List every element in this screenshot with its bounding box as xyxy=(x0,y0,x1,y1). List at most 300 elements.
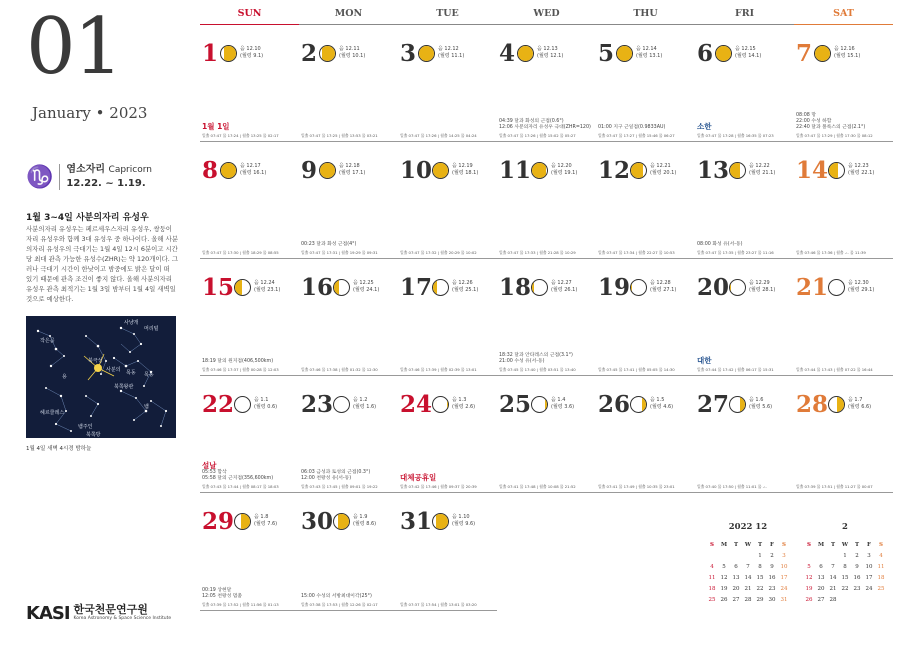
mini-day xyxy=(815,550,827,561)
article-body: 사분의자리 유성우는 페르세우스자리 유성우, 쌍둥이자리 유성우와 함께 3대 유성우 중 하나이다. 올해 사분의자리 유성우의 극대기는 1월 4일 12시 6분이고 시간당 최대 관측 가능한 유성수(ZHR)는 약 120개이다. 그러나 극대기 시간이 한낮이고 밤중에도 밝은 달이 떠 있기 때문에 관측 조건이 좋지 않다. 올해 사분의자리 유성우 관측 최적기는 1월 3일 밤부터 1월 4일 새벽일 것으로 예상한다. xyxy=(26,225,179,303)
weekday-thu: THU xyxy=(596,8,695,25)
sunrise-moonrise-times: 일출 07:43 몰 17:45 | 월출 09:01 몰 19:22 xyxy=(301,484,378,489)
lunar-date-value: 음 12.15 xyxy=(735,46,756,52)
sunrise-moonrise-times: 일출 07:47 몰 17:26 | 월출 14:25 몰 04:24 xyxy=(400,133,477,138)
moon-lit-part xyxy=(518,46,533,61)
kasi-logo xyxy=(26,603,171,624)
moon-phase-icon xyxy=(319,162,336,179)
mini-day: 13 xyxy=(817,574,825,581)
day-number: 8 xyxy=(202,157,219,184)
event-item: 12:06 사분의자리 유성우 극대(ZHR=120) xyxy=(499,125,591,130)
moon-phase-icon xyxy=(432,513,449,530)
mini-day: 31 xyxy=(780,596,788,603)
moon-lit-part xyxy=(815,46,830,61)
weekday-header xyxy=(200,8,893,25)
mini-day: 2 xyxy=(855,552,859,559)
event-list xyxy=(598,125,693,131)
lunar-date-value: 음 1.3 xyxy=(452,397,467,403)
lunar-date xyxy=(452,280,478,294)
mini-day: 25 xyxy=(877,585,885,592)
lunar-date-value: 음 12.12 xyxy=(438,46,459,52)
sunrise-moonrise-times: 일출 07:39 몰 17:51 | 월출 11:27 몰 00:07 xyxy=(796,484,873,489)
label-hound: 사냥개 xyxy=(124,320,139,326)
lunar-date xyxy=(848,163,874,177)
lunar-date xyxy=(848,397,871,411)
lunar-date xyxy=(650,397,673,411)
moon-phase-icon xyxy=(432,396,449,413)
mini-day xyxy=(839,594,851,605)
sunrise-moonrise-times: 일출 07:42 몰 17:46 | 월출 09:37 몰 20:39 xyxy=(400,484,477,489)
moon-phase-icon xyxy=(220,45,237,62)
mini-day: 19 xyxy=(805,585,813,592)
day-cell xyxy=(794,142,893,259)
sunrise-moonrise-times: 일출 07:47 몰 17:33 | 월출 21:28 몰 10:29 xyxy=(499,250,576,255)
day-number: 9 xyxy=(301,157,318,184)
day-number: 31 xyxy=(400,508,433,535)
mini-calendar-next-grid xyxy=(803,539,887,605)
mini-day: 15 xyxy=(756,574,764,581)
day-number: 28 xyxy=(796,391,829,418)
event-item: 00:23 달과 화성 근접(4°) xyxy=(301,242,357,247)
sky-map-svg xyxy=(26,316,176,438)
lunar-date-value: 음 1.4 xyxy=(551,397,566,403)
mini-day xyxy=(803,550,815,561)
moon-lit-part xyxy=(642,397,646,412)
week-row xyxy=(200,259,893,376)
event-item: 01:00 지구 근일점(0.9833AU) xyxy=(598,125,666,130)
mini-day: 5 xyxy=(722,563,726,570)
day-number: 13 xyxy=(697,157,730,184)
sunrise-moonrise-times: 일출 07:46 몰 17:36 | 월출 -:- 몰 11:39 xyxy=(796,250,866,255)
sunrise-moonrise-times: 일출 07:44 몰 17:42 | 월출 06:17 몰 15:31 xyxy=(697,367,774,372)
moon-lit-part xyxy=(338,514,349,529)
moon-age: (월령 27.1) xyxy=(650,287,677,293)
mini-day: 3 xyxy=(867,552,871,559)
moon-lit-part xyxy=(322,46,335,61)
moon-phase-icon xyxy=(630,279,647,296)
weekday-sun: SUN xyxy=(200,8,299,25)
mini-day: 1 xyxy=(758,552,762,559)
event-list xyxy=(301,242,396,248)
sunrise-moonrise-times: 일출 07:47 몰 17:25 | 월출 13:53 몰 03:21 xyxy=(301,133,378,138)
mini-day: 24 xyxy=(865,585,873,592)
day-cell xyxy=(794,25,893,142)
lunar-date xyxy=(339,163,365,177)
weekday-fri: FRI xyxy=(695,8,794,25)
label-bootes-2: 목동 xyxy=(144,372,154,378)
moon-phase-icon xyxy=(814,45,831,62)
moon-phase-icon xyxy=(234,279,251,296)
lunar-date-value: 음 12.27 xyxy=(551,280,572,286)
sunrise-moonrise-times: 일출 07:47 몰 17:27 | 월출 15:46 몰 06:27 xyxy=(598,133,675,138)
lunar-date-value: 음 1.9 xyxy=(353,514,368,520)
day-cell xyxy=(695,25,794,142)
day-cell xyxy=(398,493,497,611)
day-cell xyxy=(695,142,794,259)
mini-day: 21 xyxy=(744,585,752,592)
moon-phase-icon xyxy=(432,162,449,179)
zodiac-name-en: Capricorn xyxy=(108,165,152,175)
mini-day: 23 xyxy=(853,585,861,592)
event-item: 08:08 망 xyxy=(796,113,816,118)
day-number: 14 xyxy=(796,157,829,184)
moon-age: (월령 10.1) xyxy=(339,53,366,59)
mini-day: 28 xyxy=(829,596,837,603)
mini-weekday: T xyxy=(830,541,836,548)
day-cell xyxy=(200,259,299,376)
lunar-date xyxy=(339,46,365,60)
event-item: 06:03 금성과 토성의 근접(0.3°) xyxy=(301,470,371,475)
event-list xyxy=(697,242,792,248)
moon-phase-icon xyxy=(531,162,548,179)
mini-weekday: W xyxy=(744,541,752,548)
mini-weekday: M xyxy=(817,541,825,548)
lunar-date xyxy=(452,514,475,528)
kasi-name-en: Korea Astronomy & Space Science Institute xyxy=(73,615,172,621)
day-cell xyxy=(398,25,497,142)
day-cell xyxy=(398,142,497,259)
week-row xyxy=(200,142,893,259)
mini-weekday: M xyxy=(720,541,728,548)
moon-phase-icon xyxy=(319,45,336,62)
day-number: 6 xyxy=(697,40,714,67)
lunar-date xyxy=(551,280,577,294)
moon-lit-part xyxy=(730,163,740,178)
day-number: 17 xyxy=(400,274,433,301)
moon-phase-icon xyxy=(616,45,633,62)
lunar-date xyxy=(353,514,376,528)
sunrise-moonrise-times: 일출 07:47 몰 17:35 | 월출 23:27 몰 11:16 xyxy=(697,250,774,255)
mini-day: 10 xyxy=(780,563,788,570)
moon-phase-icon xyxy=(828,396,845,413)
moon-age: (월령 28.1) xyxy=(749,287,776,293)
moon-phase-icon xyxy=(729,396,746,413)
sunrise-moonrise-times: 일출 07:46 몰 17:39 | 월출 02:39 몰 13:01 xyxy=(400,367,477,372)
day-number: 10 xyxy=(400,157,433,184)
sky-map-caption: 1월 4일 새벽 4시경 밤하늘 xyxy=(26,446,92,452)
sunrise-moonrise-times: 일출 07:47 몰 17:32 | 월출 20:29 몰 10:02 xyxy=(400,250,477,255)
moon-lit-part xyxy=(837,397,844,412)
moon-age: (월령 14.1) xyxy=(735,53,762,59)
lunar-date xyxy=(254,514,277,528)
moon-lit-part xyxy=(740,397,745,412)
lunar-date-value: 음 12.25 xyxy=(353,280,374,286)
day-number: 3 xyxy=(400,40,417,67)
day-number: 16 xyxy=(301,274,334,301)
lunar-date-value: 음 12.10 xyxy=(240,46,261,52)
day-number: 30 xyxy=(301,508,334,535)
moon-age: (월령 2.6) xyxy=(452,404,476,410)
article-title: 1월 3~4일 사분의자리 유성우 xyxy=(26,213,149,223)
label-little-dipper: 작은곰 xyxy=(40,338,55,344)
moon-lit-part xyxy=(532,280,534,295)
lunar-date-value: 음 12.13 xyxy=(537,46,558,52)
day-number: 15 xyxy=(202,274,235,301)
moon-lit-part xyxy=(532,163,546,178)
mini-day: 20 xyxy=(732,585,740,592)
day-cell xyxy=(695,376,794,493)
zodiac-block xyxy=(26,163,152,191)
day-number: 19 xyxy=(598,274,631,301)
day-cell xyxy=(596,25,695,142)
event-item: 08:00 화성 유(서-동) xyxy=(697,242,743,247)
day-number: 26 xyxy=(598,391,631,418)
moon-lit-part xyxy=(320,163,335,178)
day-cell xyxy=(497,142,596,259)
mini-day: 8 xyxy=(758,563,762,570)
mini-day: 7 xyxy=(746,563,750,570)
day-number: 29 xyxy=(202,508,235,535)
week-row xyxy=(200,376,893,493)
mini-weekday: S xyxy=(807,541,811,548)
label-draco: 용 xyxy=(62,374,67,380)
empty-day-cell xyxy=(596,493,695,611)
moon-age: (월령 19.1) xyxy=(551,170,578,176)
lunar-date xyxy=(636,46,662,60)
mini-day: 5 xyxy=(807,563,811,570)
day-number: 21 xyxy=(796,274,829,301)
moon-lit-part xyxy=(545,397,547,412)
sunrise-moonrise-times: 일출 07:47 몰 17:28 | 월출 16:35 몰 07:23 xyxy=(697,133,774,138)
moon-lit-part xyxy=(433,163,448,178)
moon-phase-icon xyxy=(531,396,548,413)
mini-day: 17 xyxy=(865,574,873,581)
label-quadrans: 사분의 xyxy=(106,367,121,373)
lunar-date xyxy=(551,397,574,411)
moon-phase-icon xyxy=(715,45,732,62)
lunar-date-value: 음 12.16 xyxy=(834,46,855,52)
lunar-date xyxy=(353,280,379,294)
lunar-date-value: 음 12.14 xyxy=(636,46,657,52)
mini-day: 12 xyxy=(805,574,813,581)
day-number: 27 xyxy=(697,391,730,418)
moon-lit-part xyxy=(235,280,242,295)
event-list xyxy=(499,353,594,365)
weekday-tue: TUE xyxy=(398,8,497,25)
mini-day xyxy=(718,550,730,561)
holiday-label: 대한 xyxy=(697,356,712,365)
event-item: 04:39 달과 화성의 근접(0.6°) xyxy=(499,119,564,124)
label-ophiuchus: 뱀주인 xyxy=(78,424,93,430)
moon-age: (월령 7.6) xyxy=(254,521,278,527)
lunar-date-value: 음 12.22 xyxy=(749,163,770,169)
day-cell xyxy=(596,376,695,493)
mini-calendar-prev xyxy=(706,522,790,605)
lunar-date-value: 음 12.18 xyxy=(339,163,360,169)
mini-day: 30 xyxy=(768,596,776,603)
moon-lit-part xyxy=(716,46,731,61)
holiday-label: 대체공휴일 xyxy=(400,473,437,482)
day-cell xyxy=(299,25,398,142)
day-cell xyxy=(497,25,596,142)
event-item: 22:40 달과 폴룩스의 근접(2.1°) xyxy=(796,125,866,130)
lunar-date xyxy=(452,397,475,411)
mini-day: 20 xyxy=(817,585,825,592)
event-item: 18:19 달의 원지점(406,500km) xyxy=(202,359,274,364)
lunar-date-value: 음 12.17 xyxy=(240,163,261,169)
lunar-date-value: 음 12.21 xyxy=(650,163,671,169)
moon-phase-icon xyxy=(333,396,350,413)
mini-weekday: S xyxy=(879,541,883,548)
mini-day: 14 xyxy=(829,574,837,581)
lunar-date xyxy=(834,46,860,60)
moon-age: (월령 21.1) xyxy=(749,170,776,176)
day-number: 11 xyxy=(499,157,532,184)
mini-weekday: T xyxy=(733,541,739,548)
moon-phase-icon xyxy=(234,396,251,413)
mini-day: 4 xyxy=(879,552,883,559)
day-cell xyxy=(200,142,299,259)
lunar-date-value: 음 1.8 xyxy=(254,514,269,520)
lunar-date xyxy=(240,163,266,177)
event-list xyxy=(301,470,396,482)
mini-day: 6 xyxy=(819,563,823,570)
zodiac-name-kr: 염소자리 xyxy=(66,164,106,175)
label-north-room: 북쪽방 xyxy=(86,432,101,438)
day-number: 2 xyxy=(301,40,318,67)
event-item: 18:32 달과 안타레스의 근접(3.1°) xyxy=(499,353,573,358)
label-polaris: 북극성 xyxy=(88,358,103,364)
event-item: 12:05 천왕성 멈춤 xyxy=(202,594,243,599)
moon-lit-part xyxy=(829,163,838,178)
moon-age: (월령 29.1) xyxy=(848,287,875,293)
moon-phase-icon xyxy=(828,162,845,179)
event-item: 15:00 수성의 서방최대이각(25°) xyxy=(301,594,372,599)
moon-phase-icon xyxy=(729,162,746,179)
mini-day xyxy=(706,550,718,561)
event-item: 05:53 합삭 xyxy=(202,470,227,475)
mini-day: 6 xyxy=(734,563,738,570)
lunar-date-value: 음 1.6 xyxy=(749,397,764,403)
moon-age: (월령 5.6) xyxy=(749,404,773,410)
mini-day: 13 xyxy=(732,574,740,581)
lunar-date-value: 음 1.10 xyxy=(452,514,470,520)
mini-day: 16 xyxy=(768,574,776,581)
mini-weekday: S xyxy=(782,541,786,548)
event-item: 05:58 달의 근지점(356,600km) xyxy=(202,476,274,481)
moon-phase-icon xyxy=(333,513,350,530)
sunrise-moonrise-times: 일출 07:47 몰 17:31 | 월출 19:29 몰 09:31 xyxy=(301,250,378,255)
mini-day: 24 xyxy=(780,585,788,592)
mini-calendar-prev-grid xyxy=(706,539,790,605)
mini-day xyxy=(730,550,742,561)
week-row xyxy=(200,25,893,142)
day-cell xyxy=(596,142,695,259)
day-cell xyxy=(299,376,398,493)
event-item: 00:19 상현달 xyxy=(202,588,232,593)
moon-lit-part xyxy=(447,397,448,412)
holiday-label: 소한 xyxy=(697,122,712,131)
moon-lit-part xyxy=(419,46,434,61)
month-number: 01 xyxy=(26,2,122,92)
sunrise-moonrise-times: 일출 07:41 몰 17:48 | 월출 10:08 몰 21:52 xyxy=(499,484,576,489)
lunar-date-value: 음 12.23 xyxy=(848,163,869,169)
sunrise-moonrise-times: 일출 07:45 몰 17:40 | 월출 03:51 몰 13:40 xyxy=(499,367,576,372)
mini-weekday: W xyxy=(841,541,849,548)
day-cell xyxy=(200,25,299,142)
day-cell xyxy=(398,376,497,493)
mini-calendar-next-title: 2 xyxy=(842,522,848,532)
moon-phase-icon xyxy=(630,396,647,413)
mini-day: 22 xyxy=(841,585,849,592)
lunar-date-value: 음 1.5 xyxy=(650,397,665,403)
sunrise-moonrise-times: 일출 07:43 몰 17:44 | 월출 08:17 몰 18:03 xyxy=(202,484,279,489)
moon-lit-part xyxy=(617,46,632,61)
label-hercules: 헤르쿨레스 xyxy=(40,410,65,416)
day-number: 18 xyxy=(499,274,532,301)
moon-age: (월령 17.1) xyxy=(339,170,366,176)
label-corona: 북쪽왕관 xyxy=(114,384,134,390)
lunar-date xyxy=(537,46,563,60)
moon-phase-icon xyxy=(828,279,845,296)
mini-day: 27 xyxy=(732,596,740,603)
sunrise-moonrise-times: 일출 07:47 몰 17:24 | 월출 13:25 몰 02:17 xyxy=(202,133,279,138)
moon-age: (월령 1.6) xyxy=(353,404,377,410)
moon-age: (월령 9.6) xyxy=(452,521,476,527)
mini-day: 1 xyxy=(843,552,847,559)
moon-lit-part xyxy=(436,514,448,529)
mini-calendar-next xyxy=(803,522,887,605)
day-number: 4 xyxy=(499,40,516,67)
lunar-date-value: 음 12.30 xyxy=(848,280,869,286)
moon-lit-part xyxy=(334,280,339,295)
weekday-wed: WED xyxy=(497,8,596,25)
mini-day xyxy=(875,594,887,605)
day-cell xyxy=(695,259,794,376)
moon-phase-icon xyxy=(531,279,548,296)
moon-age: (월령 8.6) xyxy=(353,521,377,527)
left-panel xyxy=(0,0,190,651)
lunar-date xyxy=(240,46,263,60)
moon-lit-part xyxy=(631,280,632,295)
sunrise-moonrise-times: 일출 07:41 몰 17:49 | 월출 10:35 몰 23:01 xyxy=(598,484,675,489)
sunrise-moonrise-times: 일출 07:45 몰 17:41 | 월출 05:05 몰 14:30 xyxy=(598,367,675,372)
lunar-date xyxy=(551,163,577,177)
label-bootes: 목동 xyxy=(126,370,136,376)
lunar-date-value: 음 12.29 xyxy=(749,280,770,286)
moon-lit-part xyxy=(631,163,643,178)
mini-day: 10 xyxy=(865,563,873,570)
moon-age: (월령 9.1) xyxy=(240,53,264,59)
mini-day xyxy=(742,550,754,561)
day-number: 25 xyxy=(499,391,532,418)
zodiac-range: 12.22. ~ 1.19. xyxy=(66,178,146,189)
mini-day: 3 xyxy=(782,552,786,559)
mini-day: 2 xyxy=(770,552,774,559)
moon-age: (월령 6.6) xyxy=(848,404,872,410)
sunrise-moonrise-times: 일출 07:47 몰 17:30 | 월출 18:29 몰 08:55 xyxy=(202,250,279,255)
event-list xyxy=(796,113,891,131)
moon-age: (월령 0.6) xyxy=(254,404,278,410)
mini-day: 16 xyxy=(853,574,861,581)
event-list xyxy=(301,594,396,600)
mini-day: 23 xyxy=(768,585,776,592)
moon-age: (월령 26.1) xyxy=(551,287,578,293)
lunar-date xyxy=(848,280,874,294)
moon-phase-icon xyxy=(630,162,647,179)
event-list xyxy=(499,119,594,131)
lunar-date-value: 음 1.2 xyxy=(353,397,368,403)
moon-lit-part xyxy=(433,280,437,295)
lunar-date-value: 음 12.28 xyxy=(650,280,671,286)
sunrise-moonrise-times: 일출 07:40 몰 17:50 | 월출 11:01 몰 -:- xyxy=(697,484,767,489)
mini-day: 21 xyxy=(829,585,837,592)
holiday-label: 1월 1일 xyxy=(202,122,230,131)
mini-day: 11 xyxy=(877,563,885,570)
event-item: 21:00 수성 유(서-동) xyxy=(499,359,545,364)
mini-day: 19 xyxy=(720,585,728,592)
moon-age: (월령 16.1) xyxy=(240,170,267,176)
